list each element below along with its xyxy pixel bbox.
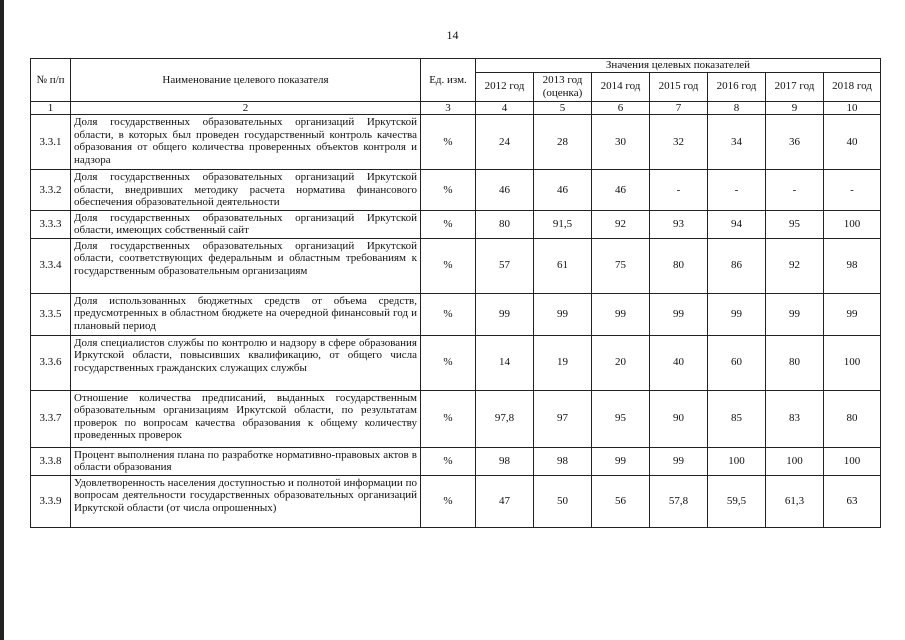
- value-cell: 90: [650, 390, 708, 447]
- value-cell: 19: [534, 335, 592, 390]
- table-row: [31, 335, 881, 390]
- value-cell: 59,5: [708, 475, 766, 527]
- indicators-table: [30, 58, 881, 528]
- value-cell: 14: [476, 335, 534, 390]
- value-cell: 100: [824, 447, 881, 475]
- table-header: [31, 59, 881, 102]
- value-cell: 100: [708, 447, 766, 475]
- value-cell: 86: [708, 238, 766, 293]
- column-index-cell: 3: [421, 101, 476, 115]
- header-year: 2016 год: [708, 72, 766, 101]
- value-cell: 85: [708, 390, 766, 447]
- value-cell: 80: [476, 210, 534, 238]
- header-year: 2015 год: [650, 72, 708, 101]
- value-cell: 99: [824, 293, 881, 335]
- value-cell: 46: [534, 170, 592, 211]
- column-index-cell: 10: [824, 101, 881, 115]
- value-cell: 99: [476, 293, 534, 335]
- value-cell: 100: [824, 335, 881, 390]
- value-cell: 24: [476, 115, 534, 170]
- value-cell: 95: [766, 210, 824, 238]
- unit-cell: %: [421, 390, 476, 447]
- unit-cell: %: [421, 210, 476, 238]
- value-cell: 100: [824, 210, 881, 238]
- table-row: [31, 390, 881, 447]
- header-unit: Ед. изм.: [421, 59, 476, 102]
- value-cell: 28: [534, 115, 592, 170]
- value-cell: 47: [476, 475, 534, 527]
- value-cell: 57: [476, 238, 534, 293]
- value-cell: 92: [766, 238, 824, 293]
- row-number: 3.3.6: [31, 335, 71, 390]
- unit-cell: %: [421, 115, 476, 170]
- row-number: 3.3.5: [31, 293, 71, 335]
- unit-cell: %: [421, 293, 476, 335]
- column-index-cell: 9: [766, 101, 824, 115]
- value-cell: 98: [824, 238, 881, 293]
- indicator-name: Доля государственных образовательных организаций Иркутской области, соответствующих федеральным и областным требованиям к государственным образовательным организациям: [71, 238, 421, 293]
- header-values-group: Значения целевых показателей: [476, 59, 881, 73]
- unit-cell: %: [421, 447, 476, 475]
- value-cell: 46: [592, 170, 650, 211]
- table-row: [31, 238, 881, 293]
- column-index-cell: 6: [592, 101, 650, 115]
- indicator-name: Доля государственных образовательных организаций Иркутской области, внедривших методику расчета норматива финансового обеспечения образовательной деятельности: [71, 170, 421, 211]
- value-cell: 30: [592, 115, 650, 170]
- scan-edge: [0, 0, 4, 640]
- value-cell: 61: [534, 238, 592, 293]
- row-number: 3.3.2: [31, 170, 71, 211]
- indicator-name: Доля использованных бюджетных средств от объема средств, предусмотренных в областном бюджете на очередной финансовый год и плановый период: [71, 293, 421, 335]
- value-cell: 80: [824, 390, 881, 447]
- row-number: 3.3.4: [31, 238, 71, 293]
- indicator-name: Доля государственных образовательных организаций Иркутской области, имеющих собственный сайт: [71, 210, 421, 238]
- value-cell: 46: [476, 170, 534, 211]
- column-index-cell: 1: [31, 101, 71, 115]
- row-number: 3.3.3: [31, 210, 71, 238]
- header-year: 2012 год: [476, 72, 534, 101]
- value-cell: 40: [650, 335, 708, 390]
- value-cell: 94: [708, 210, 766, 238]
- page-number: 14: [446, 28, 459, 42]
- value-cell: 50: [534, 475, 592, 527]
- column-index-cell: 8: [708, 101, 766, 115]
- value-cell: 75: [592, 238, 650, 293]
- column-index-cell: 2: [71, 101, 421, 115]
- value-cell: 99: [650, 447, 708, 475]
- row-number: 3.3.9: [31, 475, 71, 527]
- row-number: 3.3.8: [31, 447, 71, 475]
- value-cell: 32: [650, 115, 708, 170]
- column-index-cell: 4: [476, 101, 534, 115]
- value-cell: 97: [534, 390, 592, 447]
- value-cell: 56: [592, 475, 650, 527]
- unit-cell: %: [421, 475, 476, 527]
- value-cell: 80: [766, 335, 824, 390]
- indicator-name: Процент выполнения плана по разработке нормативно-правовых актов в области образования: [71, 447, 421, 475]
- header-name: Наименование целевого показателя: [71, 59, 421, 102]
- table-row: [31, 475, 881, 527]
- value-cell: -: [708, 170, 766, 211]
- table-row: [31, 447, 881, 475]
- column-index-cell: 7: [650, 101, 708, 115]
- value-cell: 99: [766, 293, 824, 335]
- value-cell: 99: [650, 293, 708, 335]
- value-cell: 57,8: [650, 475, 708, 527]
- value-cell: 93: [650, 210, 708, 238]
- value-cell: 61,3: [766, 475, 824, 527]
- value-cell: 36: [766, 115, 824, 170]
- column-index-row: [31, 101, 881, 115]
- value-cell: 91,5: [534, 210, 592, 238]
- value-cell: 99: [592, 293, 650, 335]
- value-cell: 60: [708, 335, 766, 390]
- value-cell: 95: [592, 390, 650, 447]
- value-cell: 99: [534, 293, 592, 335]
- header-num: № п/п: [31, 59, 71, 102]
- value-cell: 20: [592, 335, 650, 390]
- unit-cell: %: [421, 170, 476, 211]
- table-row: [31, 170, 881, 211]
- indicator-name: Отношение количества предписаний, выданных государственным образовательным организациям Иркутской области, по результатам проверок по вопросам качества образования к общему количеству проведенных проверок: [71, 390, 421, 447]
- column-index-cell: 5: [534, 101, 592, 115]
- table-row: [31, 115, 881, 170]
- value-cell: 40: [824, 115, 881, 170]
- header-year: 2017 год: [766, 72, 824, 101]
- value-cell: 92: [592, 210, 650, 238]
- value-cell: 98: [534, 447, 592, 475]
- unit-cell: %: [421, 238, 476, 293]
- value-cell: 99: [592, 447, 650, 475]
- table-body: [31, 101, 881, 527]
- value-cell: 97,8: [476, 390, 534, 447]
- value-cell: -: [766, 170, 824, 211]
- table-row: [31, 293, 881, 335]
- indicator-name: Доля специалистов службы по контролю и надзору в сфере образования Иркутской области, повысивших квалификацию, от общего числа государственных гражданских служащих службы: [71, 335, 421, 390]
- indicator-name: Удовлетворенность населения доступностью и полнотой информации по вопросам деятельности государственных образовательных организаций Иркутской области (от числа опрошенных): [71, 475, 421, 527]
- indicator-name: Доля государственных образовательных организаций Иркутской области, в которых был проведен государственный контроль качества образования от общего количества проверенных объектов контроля и надзора: [71, 115, 421, 170]
- value-cell: -: [650, 170, 708, 211]
- value-cell: 80: [650, 238, 708, 293]
- header-year: 2014 год: [592, 72, 650, 101]
- header-year: 2013 год (оценка): [534, 72, 592, 101]
- value-cell: -: [824, 170, 881, 211]
- row-number: 3.3.7: [31, 390, 71, 447]
- row-number: 3.3.1: [31, 115, 71, 170]
- value-cell: 63: [824, 475, 881, 527]
- table-row: [31, 210, 881, 238]
- value-cell: 98: [476, 447, 534, 475]
- value-cell: 100: [766, 447, 824, 475]
- value-cell: 99: [708, 293, 766, 335]
- value-cell: 34: [708, 115, 766, 170]
- header-year: 2018 год: [824, 72, 881, 101]
- value-cell: 83: [766, 390, 824, 447]
- unit-cell: %: [421, 335, 476, 390]
